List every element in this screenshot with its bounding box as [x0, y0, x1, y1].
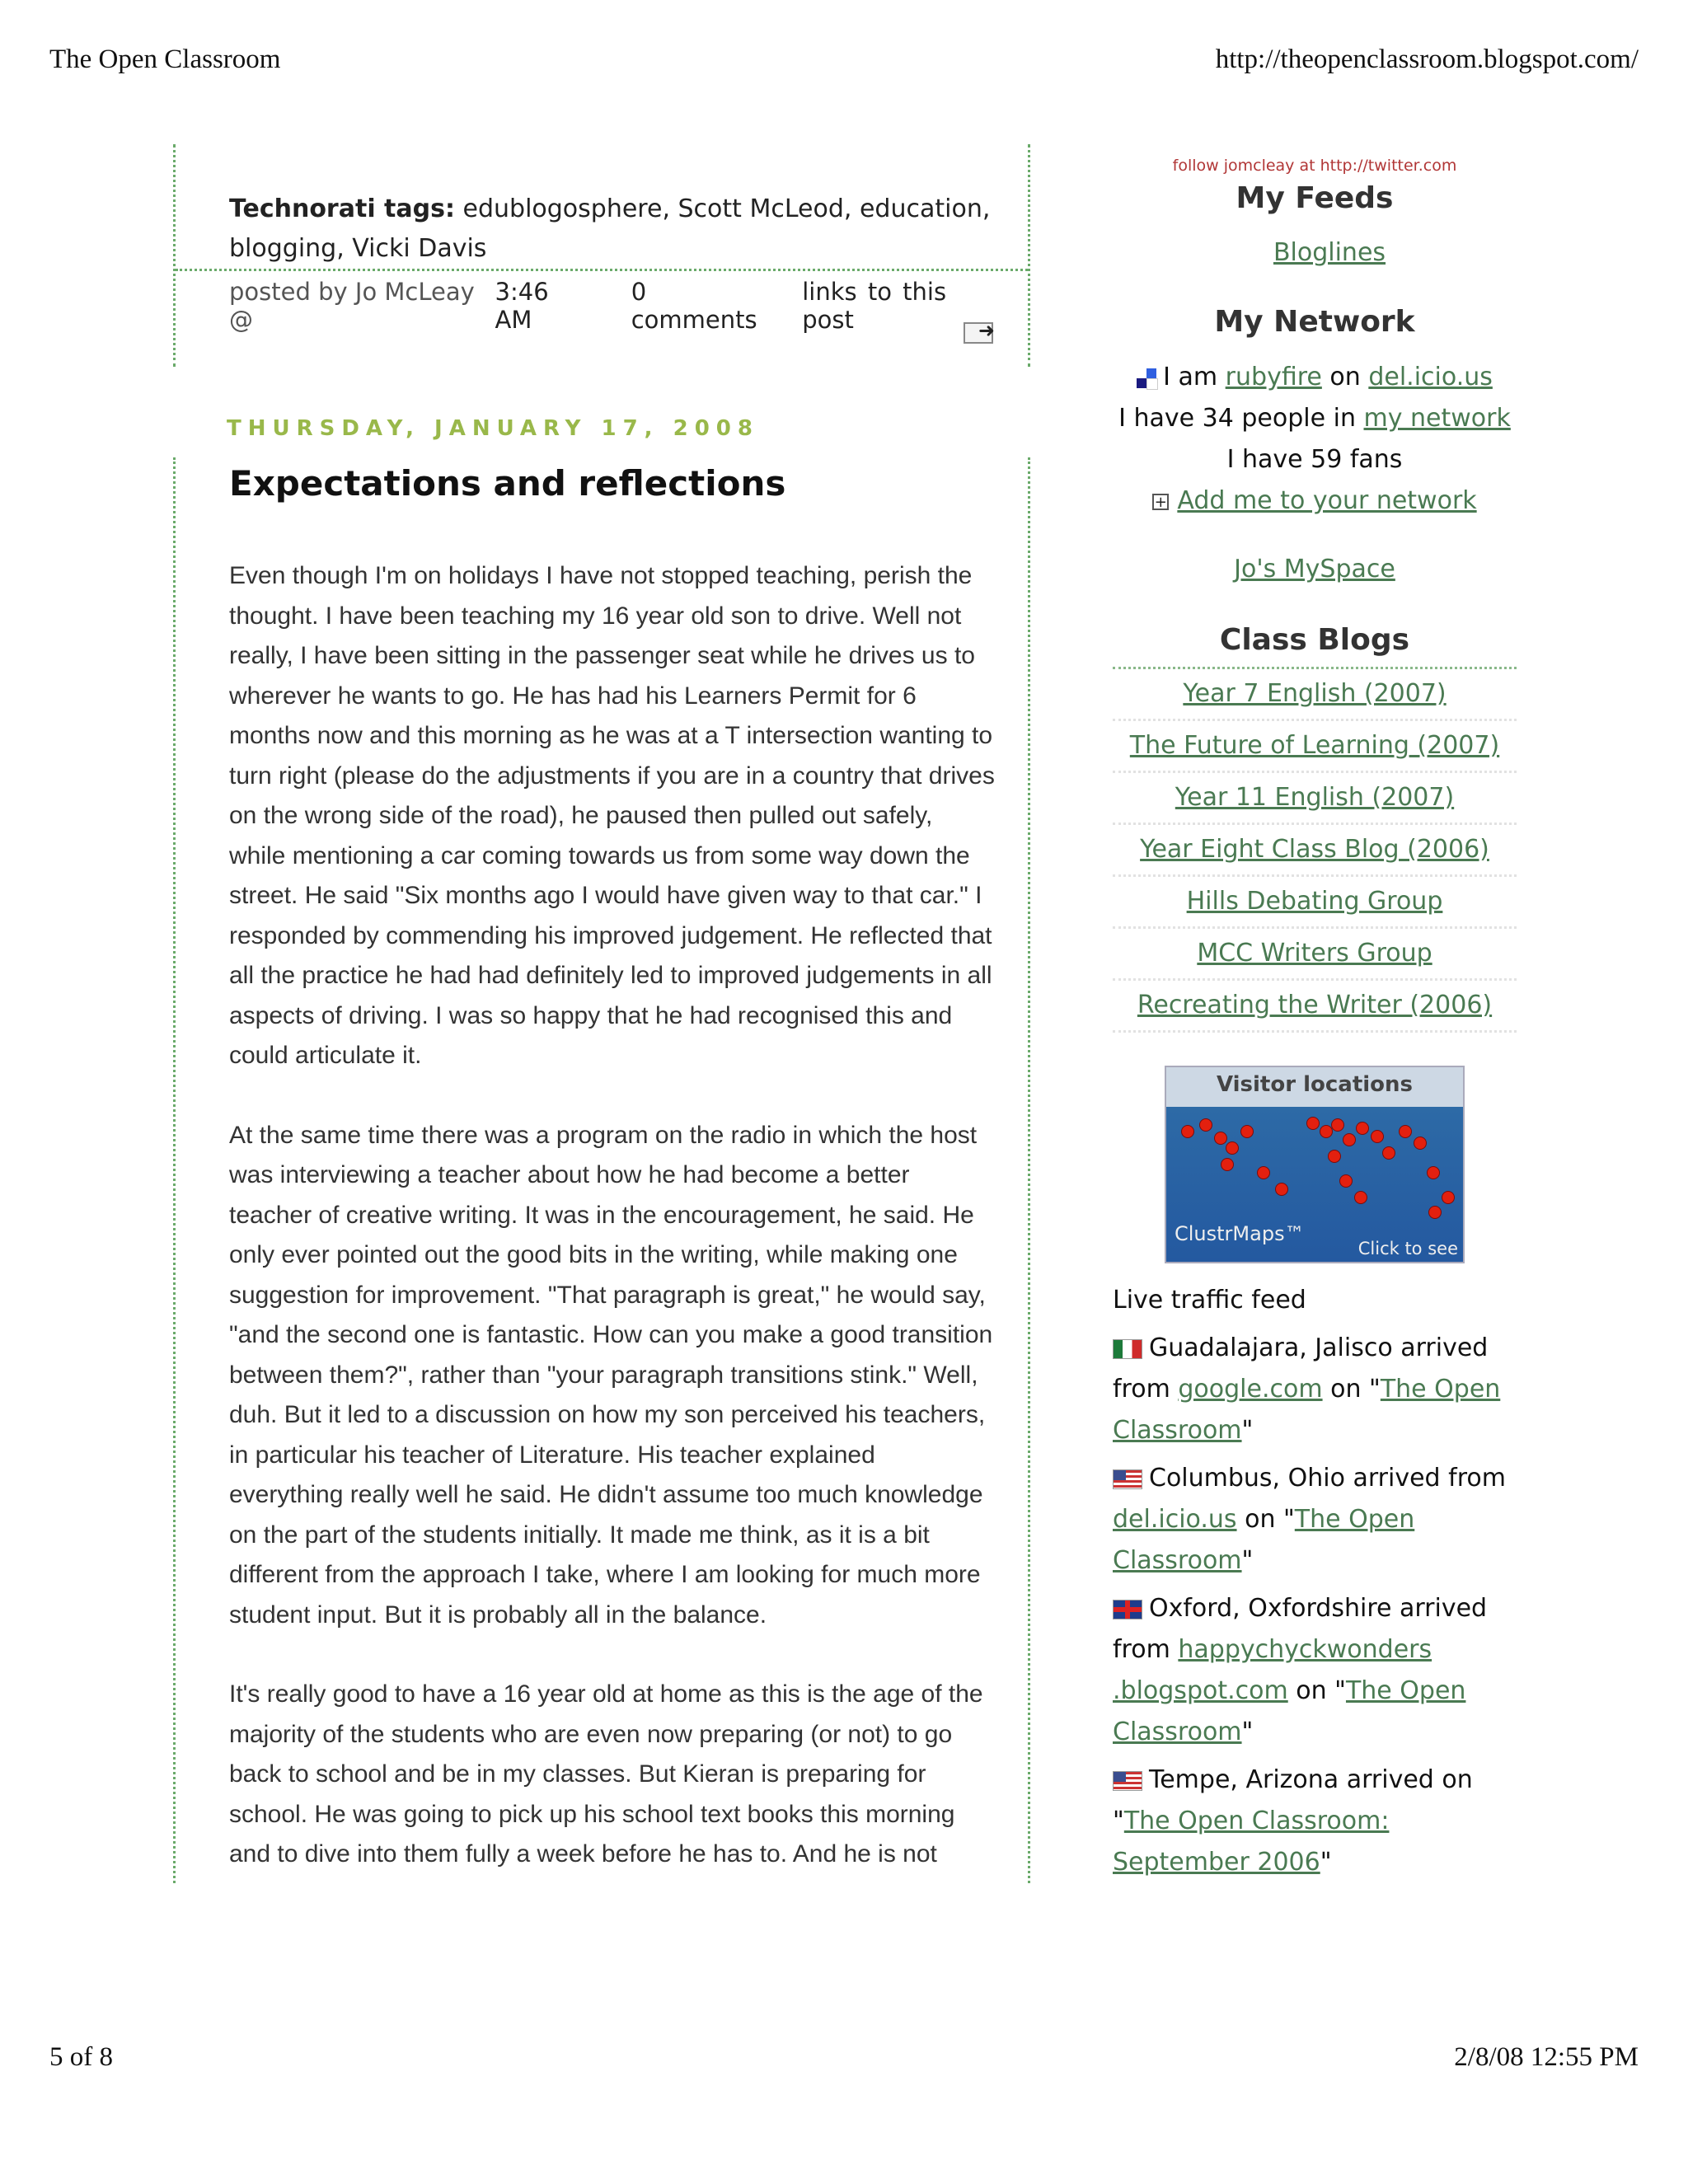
- traffic-on: on ": [1296, 1676, 1346, 1705]
- live-traffic-feed: [1113, 1280, 1517, 1883]
- bloglines-link[interactable]: Bloglines: [1273, 238, 1386, 267]
- list-item: [1113, 877, 1517, 929]
- post-date: THURSDAY, JANUARY 17, 2008: [227, 416, 759, 441]
- post-footer: [229, 271, 995, 367]
- usa-flag-icon: [1113, 1469, 1142, 1489]
- list-item: [1113, 981, 1517, 1033]
- traffic-place: Columbus, Ohio arrived from: [1149, 1464, 1506, 1493]
- mexico-flag-icon: [1113, 1339, 1142, 1359]
- backlinks-link[interactable]: links to this post: [802, 278, 947, 334]
- tag-link[interactable]: Vicki Davis: [352, 234, 487, 263]
- traffic-page-link[interactable]: The Open Classroom: [1113, 1676, 1466, 1746]
- traffic-quote: ": [1241, 1416, 1254, 1445]
- traffic-page-link[interactable]: The Open Classroom: September 2006: [1113, 1807, 1390, 1877]
- list-item: [1113, 825, 1517, 877]
- post-paragraph: Even though I'm on holidays I have not stopped teaching, perish the thought. I have been teaching my 16 year old son to drive. Well not really, I have been sitting in the passenger seat while he drives us to wherever he wants to go. He has had his Learners Permit for 6 months now and this morning as he was at a T intersection wanting to turn right (please do the adjustments if you are in a country that drives on the wrong side of the road), he paused then pulled out safely, while mentioning a car coming towards us from some way down the street. He said "Six months ago I would have given way to that car." I responded by commending his improved judgement. He reflected that all the practice he had had definitely led to improved judgements in all aspects of driving. I was so happy that he had recognised this and could articulate it.: [229, 562, 995, 1069]
- user-link[interactable]: rubyfire: [1225, 363, 1322, 391]
- traffic-entry: [1113, 1588, 1517, 1753]
- fans-count: I have 59 fans: [1226, 445, 1403, 474]
- network-box: [1113, 357, 1517, 522]
- traffic-on: on ": [1245, 1505, 1295, 1534]
- class-blog-link[interactable]: Recreating the Writer (2006): [1137, 991, 1493, 1019]
- class-blog-link[interactable]: Year 7 English (2007): [1183, 679, 1447, 708]
- traffic-title: Live traffic feed: [1113, 1286, 1306, 1315]
- list-item: [1113, 929, 1517, 981]
- blog-post: [173, 457, 1030, 1883]
- main-column: [173, 144, 1030, 1883]
- tags-label: Technorati tags:: [229, 194, 455, 223]
- traffic-quote: ": [1320, 1848, 1332, 1877]
- net-i-am: I am: [1163, 363, 1218, 391]
- traffic-source-link[interactable]: happychyckwonders .blogspot.com: [1113, 1635, 1432, 1705]
- traffic-page-link[interactable]: The Open Classroom: [1113, 1505, 1415, 1575]
- list-item: [1113, 721, 1517, 773]
- net-on: on: [1329, 363, 1361, 391]
- traffic-on: on ": [1330, 1375, 1381, 1404]
- clustrmaps-title: Visitor locations: [1216, 1072, 1414, 1097]
- traffic-source-link[interactable]: google.com: [1178, 1375, 1323, 1404]
- usa-flag-icon: [1113, 1771, 1142, 1791]
- add-to-network-link[interactable]: Add me to your network: [1177, 486, 1477, 515]
- traffic-page-link[interactable]: The Open Classroom: [1113, 1375, 1501, 1445]
- page-number: 5 of 8: [49, 2042, 113, 2072]
- traffic-place: Oxford, Oxfordshire arrived from: [1113, 1594, 1488, 1664]
- print-datetime: 2/8/08 12:55 PM: [1454, 2042, 1639, 2072]
- class-blog-link[interactable]: Year Eight Class Blog (2006): [1140, 835, 1489, 864]
- post-title: Expectations and reflections: [229, 463, 786, 504]
- my-feeds-heading: My Feeds: [1236, 181, 1394, 215]
- traffic-place: Guadalajara, Jalisco arrived from: [1113, 1333, 1489, 1404]
- list-item: [1113, 669, 1517, 721]
- print-title: The Open Classroom: [49, 45, 281, 74]
- plus-icon: +: [1152, 494, 1169, 510]
- comments-link[interactable]: 0 comments: [631, 278, 757, 334]
- traffic-source-link[interactable]: del.icio.us: [1113, 1505, 1237, 1534]
- post-paragraph: At the same time there was a program on the radio in which the host was interviewing a teacher about how he had become a better teacher of creative writing. It was in the encouragement, he said. He only ever pointed out the good bits in the writing, while making one suggestion for improvement. "That paragraph is great," he would say, "and the second one is fantastic. How can you make a good transition between them?", rather than "your paragraph transitions stink." Well, duh. But it led to a discussion on how my son perceived his teachers, in particular his teacher of Literature. His teacher explained everything really well he said. He didn't assume too much knowledge on the part of the students initially. It made me think, as it is a bit different from the approach I take, where I am looking for much more student input. But it is probably all in the balance.: [229, 1121, 993, 1629]
- clustrmaps-brand: ClustrMaps™: [1175, 1222, 1305, 1245]
- class-blog-link[interactable]: Year 11 English (2007): [1175, 783, 1455, 812]
- class-blogs-heading: Class Blogs: [1219, 623, 1410, 657]
- list-item: [1113, 773, 1517, 825]
- traffic-quote: ": [1241, 1546, 1254, 1575]
- class-blog-link[interactable]: The Future of Learning (2007): [1129, 731, 1500, 760]
- tag-link[interactable]: edublogosphere: [462, 194, 663, 223]
- click-to-see: Click to see: [1357, 1239, 1458, 1258]
- traffic-entry: [1113, 1328, 1517, 1451]
- network-count: I have 34 people in: [1118, 404, 1356, 433]
- my-network-link[interactable]: my network: [1363, 404, 1511, 433]
- twitter-note: follow jomcleay at http://twitter.com: [1172, 157, 1457, 175]
- my-network-heading: My Network: [1214, 305, 1415, 339]
- class-blog-link[interactable]: Hills Debating Group: [1186, 887, 1443, 916]
- myspace-link[interactable]: Jo's MySpace: [1234, 555, 1395, 583]
- tag-link[interactable]: education: [859, 194, 982, 223]
- post-body: [229, 556, 995, 1883]
- email-post-icon[interactable]: [964, 322, 993, 344]
- class-blog-link[interactable]: MCC Writers Group: [1197, 939, 1432, 968]
- clustrmaps-widget[interactable]: [1165, 1066, 1465, 1263]
- sidebar: [1113, 157, 1517, 1883]
- post-paragraph: It's really good to have a 16 year old at home as this is the age of the majority of the students who are even now preparing (or not) to go back to school and be in my classes. But Kieran is preparing for school. He was going to pick up his school text books this morning and to dive into them fully a week before he has to. And he is not: [229, 1680, 983, 1868]
- traffic-quote: ": [1241, 1718, 1254, 1746]
- technorati-tags: Technorati tags: edublogosphere, Scott McLeod, education, blogging, Vicki Davis: [229, 194, 991, 263]
- posted-by: posted by Jo McLeay @: [229, 278, 475, 334]
- tag-link[interactable]: blogging: [229, 234, 337, 263]
- traffic-place: Tempe, Arizona arrived on ": [1113, 1765, 1473, 1835]
- uk-flag-icon: [1113, 1600, 1142, 1619]
- traffic-entry: [1113, 1458, 1517, 1582]
- delicious-icon: [1137, 368, 1156, 388]
- print-url: http://theopenclassroom.blogspot.com/: [1215, 45, 1639, 74]
- tag-link[interactable]: Scott McLeod: [678, 194, 844, 223]
- post-time-link[interactable]: 3:46 AM: [495, 278, 549, 334]
- traffic-entry: [1113, 1760, 1517, 1883]
- class-blogs-list: [1113, 667, 1517, 1033]
- previous-post-footer: [173, 144, 1030, 367]
- delicious-link[interactable]: del.icio.us: [1368, 363, 1493, 391]
